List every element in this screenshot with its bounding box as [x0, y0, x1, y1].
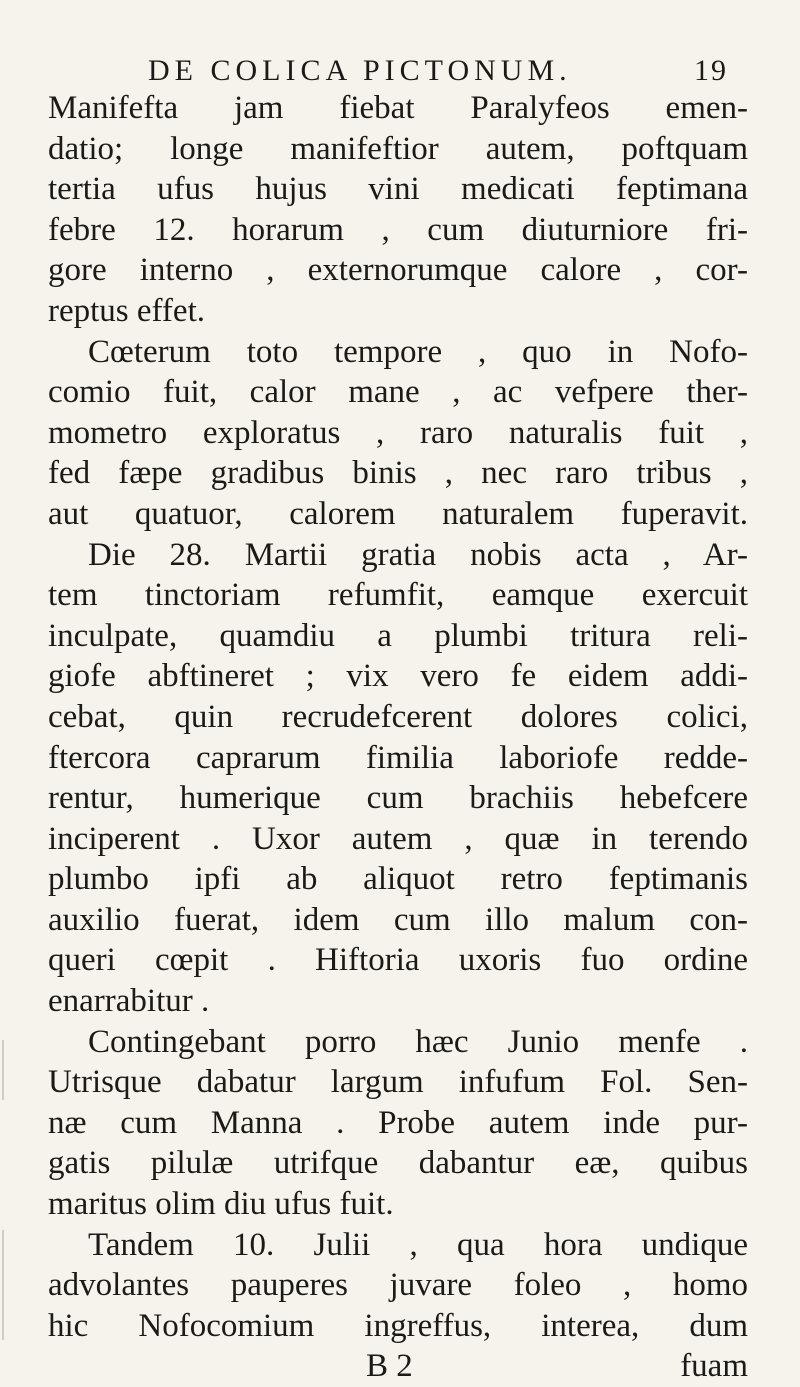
paragraph: [48, 535, 748, 1022]
text-line: plumbo ipfi ab aliquot retro feptimanis: [48, 861, 748, 898]
text-line: queri cœpit . Hiftoria uxoris fuo ordine: [48, 942, 748, 979]
text-line: auxilio fuerat, idem cum illo malum con-: [48, 901, 748, 938]
text-line: inculpate, quamdiu a plumbi tritura reli-: [48, 617, 748, 654]
text-line: gore interno , externorumque calore , cor-: [48, 252, 748, 289]
signature-mark: B 2: [366, 1348, 413, 1385]
page-edge-shadow: [2, 1040, 4, 1100]
text-line: Contingebant porro hæc Junio menfe .: [88, 1023, 748, 1060]
text-line: inciperent . Uxor autem , quæ in terendo: [48, 820, 748, 857]
text-line: Utrisque dabatur largum infufum Fol. Sen-: [48, 1064, 748, 1101]
text-line: fed fæpe gradibus binis , nec raro tribus ,: [48, 455, 748, 492]
catchword: fuam: [680, 1348, 748, 1385]
text-line: hic Nofocomium ingreffus, interea, dum: [48, 1307, 748, 1344]
text-line: tertia ufus hujus vini medicati feptimana: [48, 171, 748, 208]
page-edge-shadow: [2, 1230, 4, 1340]
text-line: Tandem 10. Julii , qua hora undique: [88, 1226, 748, 1263]
text-line: Die 28. Martii gratia nobis acta , Ar-: [88, 536, 748, 573]
paragraph: [48, 1225, 748, 1347]
text-line: datio; longe manifeftior autem, poftquam: [48, 130, 748, 167]
text-line: febre 12. horarum , cum diuturniore fri-: [48, 211, 748, 248]
text-line: maritus olim diu ufus fuit.: [48, 1186, 394, 1223]
paragraph: [48, 88, 748, 332]
text-line: enarrabitur .: [48, 983, 210, 1020]
text-line: cebat, quin recrudefcerent dolores colici,: [48, 698, 748, 735]
text-line: Manifefta jam fiebat Paralyfeos emen-: [48, 90, 748, 126]
page-number: 19: [694, 54, 728, 87]
paragraph: [48, 332, 748, 535]
text-line: rentur, humerique cum brachiis hebefcere: [48, 780, 748, 817]
text-line: tem tinctoriam refumfit, eamque exercuit: [48, 577, 748, 614]
text-line: giofe abftineret ; vix vero fe eidem addi-: [48, 658, 748, 695]
text-line: Cœterum toto tempore , quo in Nofo-: [88, 333, 748, 370]
text-line: reptus effet.: [48, 292, 205, 329]
text-line: mometro exploratus , raro naturalis fuit ,: [48, 414, 748, 451]
text-line: gatis pilulæ utrifque dabantur eæ, quibus: [48, 1145, 748, 1182]
text-line: ftercora caprarum fimilia laboriofe redde-: [48, 739, 748, 776]
paragraph: [48, 1022, 748, 1225]
running-head: [148, 50, 728, 92]
text-line: aut quatuor, calorem naturalem fuperavit.: [48, 495, 748, 532]
body-text: [48, 88, 748, 1387]
page-footer: [48, 1346, 748, 1387]
text-line: advolantes pauperes juvare foleo , homo: [48, 1267, 748, 1304]
text-line: comio fuit, calor mane , ac vefpere ther-: [48, 374, 748, 411]
running-head-title: DE COLICA PICTONUM.: [148, 54, 572, 87]
text-line: næ cum Manna . Probe autem inde pur-: [48, 1104, 748, 1141]
